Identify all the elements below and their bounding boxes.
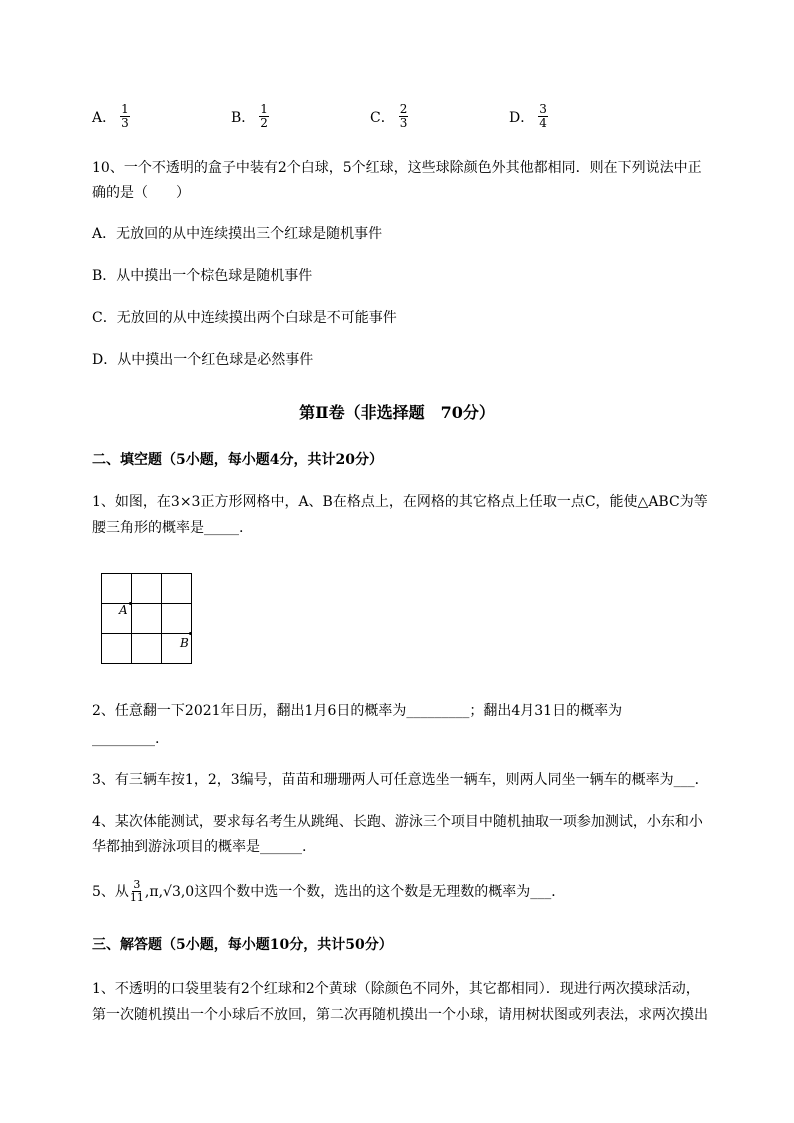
fraction: $\frac{1}{2}$ xyxy=(260,102,268,130)
point-b-dot xyxy=(189,632,192,635)
q10-option-d: D．从中摸出一个红色球是必然事件 xyxy=(92,352,314,368)
point-b-label: B xyxy=(180,636,189,650)
fill-q1-line2: 腰三角形的概率是_____. xyxy=(92,520,244,536)
option-label: C． xyxy=(370,109,395,126)
grid-cell xyxy=(162,574,192,604)
answer-q1-line1: 1、不透明的口袋里装有2个红球和2个黄球（除颜色不同外，其它都相同）．现进行两次摸球活动， xyxy=(92,981,700,997)
grid-figure xyxy=(101,573,192,664)
q10-stem-line2: 确的是（ ） xyxy=(92,185,190,201)
fill-q1-line1: 1、如图，在3×3正方形网格中，A、B在格点上，在网格的其它格点上任取一点C，能使△ABC为等 xyxy=(92,494,708,510)
fill-q5 xyxy=(92,879,565,904)
point-a-label: A xyxy=(119,603,128,617)
answer-q1-line2: 第一次随机摸出一个小球后不放回，第二次再随机摸出一个小球，请用树状图或列表法，求两次摸出 xyxy=(92,1007,708,1023)
point-a-dot xyxy=(129,602,132,605)
q10-option-a: A．无放回的从中连续摸出三个红球是随机事件 xyxy=(92,226,383,242)
q10-option-c: C．无放回的从中连续摸出两个白球是不可能事件 xyxy=(92,310,397,326)
grid-cell xyxy=(132,604,162,634)
fill-heading: 二、填空题（5小题，每小题4分，共计20分） xyxy=(92,452,383,468)
grid-cell xyxy=(102,634,132,664)
q9-option-d xyxy=(509,103,548,130)
grid-cell xyxy=(132,574,162,604)
option-label: B． xyxy=(231,109,256,126)
fraction: $\frac{2}{3}$ xyxy=(399,102,408,130)
option-label: D． xyxy=(509,109,535,126)
q10-option-b: B．从中摸出一个棕色球是随机事件 xyxy=(92,268,313,284)
fill-q2-line1: 2、任意翻一下2021年日历，翻出1月6日的概率为_________；翻出4月31日的概率为 xyxy=(92,703,623,719)
grid-cell xyxy=(132,634,162,664)
fill-q4-line2: 华都抽到游泳项目的概率是______. xyxy=(92,839,307,855)
fill-q2-line2: _________. xyxy=(92,731,160,747)
q5-rest: ,π,√3,0这四个数中选一个数，选出的这个数是无理数的概率为___． xyxy=(144,883,566,900)
fill-q3: 3、有三辆车按1，2，3编号，苗苗和珊珊两人可任意选坐一辆车，则两人同坐一辆车的概率为___． xyxy=(92,772,709,788)
grid-cell xyxy=(102,574,132,604)
grid-cell xyxy=(162,604,192,634)
q9-option-a xyxy=(92,103,130,130)
q5-prefix: 5、从 xyxy=(92,883,129,900)
answer-heading: 三、解答题（5小题，每小题10分，共计50分） xyxy=(92,937,393,953)
fraction: $\frac{1}{3}$ xyxy=(121,102,129,130)
fraction: $\frac{3}{4}$ xyxy=(539,102,547,130)
section-title: 第Ⅱ卷（非选择题 70分） xyxy=(299,403,495,422)
fill-q4-line1: 4、某次体能测试，要求每名考生从跳绳、长跑、游泳三个项目中随机抽取一项参加测试，小东和小 xyxy=(92,814,703,830)
option-label: A． xyxy=(92,109,117,126)
q10-stem-line1: 10、一个不透明的盒子中装有2个白球，5个红球，这些球除颜色外其他都相同．则在下列说法中正 xyxy=(92,160,702,176)
fraction: $\frac{3}{11}$ xyxy=(129,878,144,904)
q9-option-b xyxy=(231,103,269,130)
q9-option-c xyxy=(370,103,408,130)
